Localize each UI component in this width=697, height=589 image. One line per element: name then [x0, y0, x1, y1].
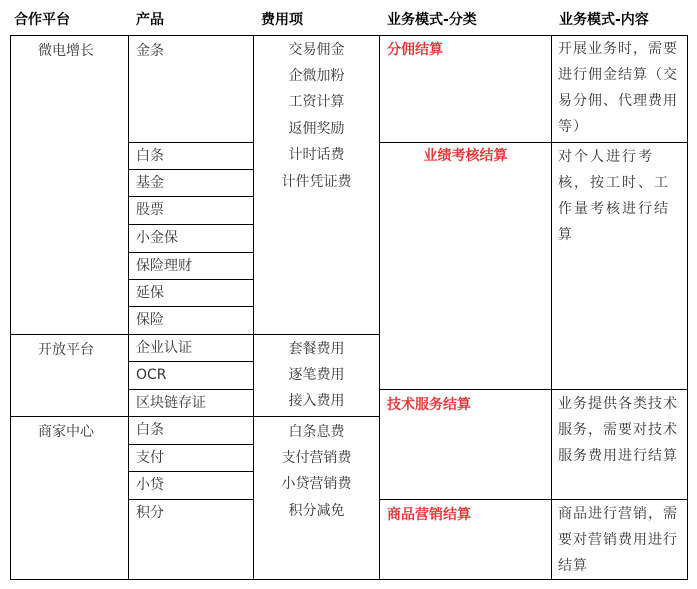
fee-cell: 接入费用 [288, 393, 345, 409]
rule-row [10, 334, 380, 335]
mode-content-marketing: 商品进行营销，需要对营销费用进行结算 [558, 506, 678, 574]
fee-cell: 工资计算 [288, 94, 345, 110]
mode-content-tech: 业务提供各类技术服务，需要对技术服务费用进行结算 [558, 396, 678, 464]
fee-cell: 企微加粉 [288, 68, 345, 84]
header-fee: 费用项 [261, 12, 303, 28]
product-cell: OCR [136, 367, 167, 383]
mode-content-performance: 对个人进行考核，按工时、工作量考核进行结算 [558, 149, 670, 243]
product-cell: 延保 [136, 285, 164, 301]
header-product: 产品 [136, 12, 164, 28]
product-cell: 小贷 [136, 477, 164, 493]
fee-cell: 积分减免 [288, 503, 345, 519]
fee-cell: 支付营销费 [281, 450, 352, 466]
product-cell: 白条 [136, 422, 164, 438]
fee-cell: 套餐费用 [288, 341, 345, 357]
mode-content-commission: 开展业务时，需要进行佣金结算（交易分佣、代理费用等） [558, 41, 678, 135]
fee-cell: 白条息费 [288, 424, 345, 440]
product-cell: 保险 [136, 312, 164, 328]
fee-cell: 逐笔费用 [288, 367, 345, 383]
rule-col [379, 35, 380, 580]
product-cell: 企业认证 [136, 340, 192, 356]
mode-category-marketing: 商品营销结算 [387, 507, 471, 523]
rule-row [10, 416, 380, 417]
platform-cell: 开放平台 [38, 342, 94, 358]
rule-col [10, 35, 11, 580]
header-mode-category: 业务模式-分类 [387, 12, 477, 28]
rule-row [380, 499, 688, 500]
header-platform: 合作平台 [14, 12, 70, 28]
fee-cell: 计件凭证费 [281, 174, 352, 190]
product-cell: 积分 [136, 505, 164, 521]
product-cell: 保险理财 [136, 258, 192, 274]
rule-col [551, 35, 552, 580]
fee-cell: 计时话费 [288, 147, 345, 163]
product-cell: 支付 [136, 450, 164, 466]
product-cell: 区块链存证 [136, 395, 206, 411]
rule-row [380, 389, 688, 390]
product-cell: 金条 [136, 43, 164, 59]
fee-cell: 交易佣金 [288, 42, 345, 58]
fee-cell: 小贷营销费 [281, 476, 352, 492]
product-cell: 基金 [136, 175, 164, 191]
product-cell: 小金保 [136, 230, 178, 246]
rule-bottom [10, 579, 688, 580]
fee-cell: 返佣奖励 [288, 121, 345, 137]
product-cell: 股票 [136, 202, 164, 218]
mode-category-performance: 业绩考核结算 [423, 148, 508, 164]
mode-category-tech: 技术服务结算 [387, 397, 471, 413]
product-cell: 白条 [136, 148, 164, 164]
header-mode-content: 业务模式-内容 [559, 12, 649, 28]
rule-col [687, 35, 688, 580]
platform-cell: 微电增长 [38, 43, 94, 59]
rule-col [128, 35, 129, 580]
mode-category-commission: 分佣结算 [387, 42, 443, 58]
platform-cell: 商家中心 [38, 424, 94, 440]
